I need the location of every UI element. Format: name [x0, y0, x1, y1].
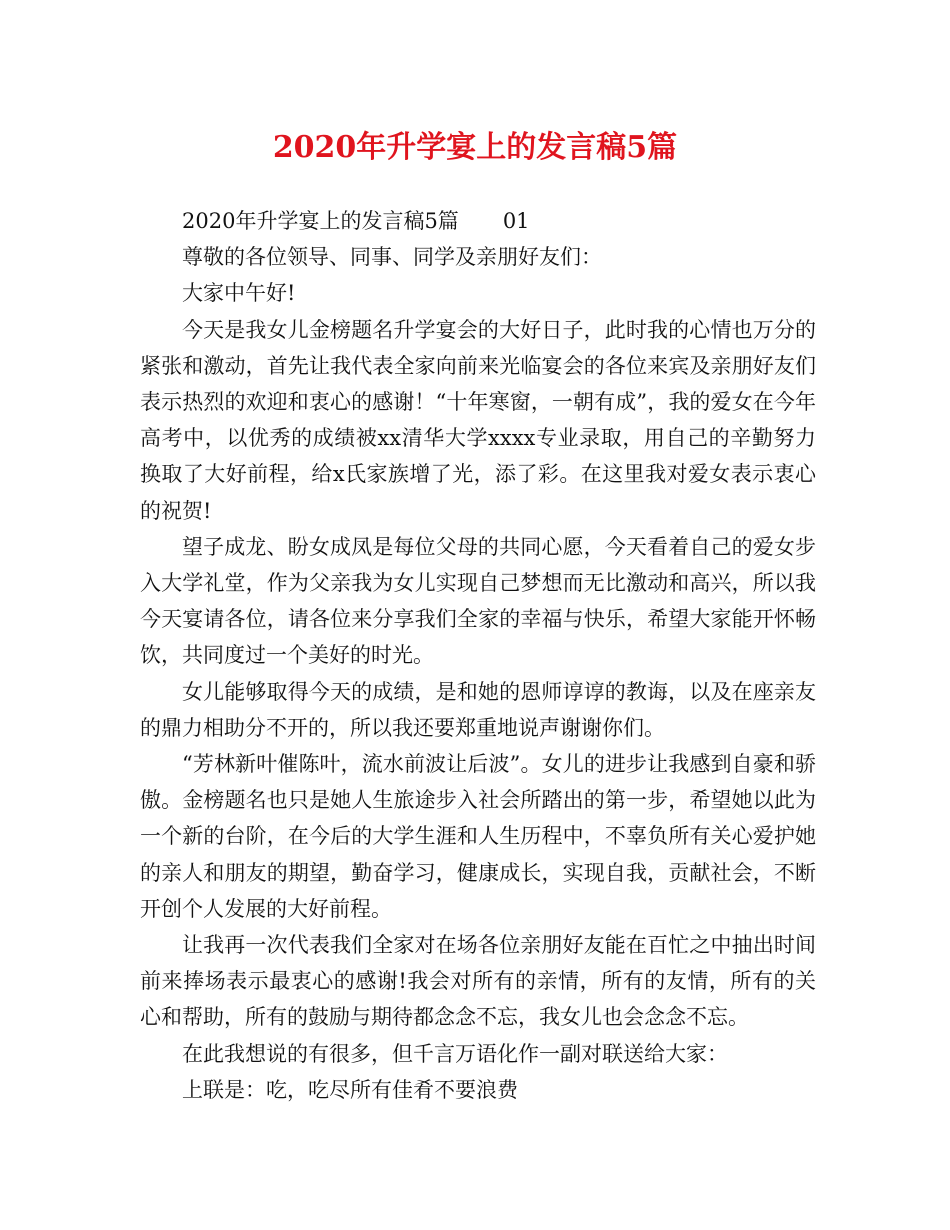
document-title: 2020年升学宴上的发言稿5篇 [272, 130, 678, 165]
paragraph: 今天是我女儿金榜题名升学宴会的大好日子，此时我的心情也万分的紧张和激动，首先让我代表全家向前来光临宴会的各位来宾及亲朋好友们表示热烈的欢迎和衷心的感谢！“十年寒窗，一朝有成”，我的爱女在今年高考中，以优秀的成绩被xx清华大学xxxx专业录取，用自己的辛勤努力换取了大好前程，给x氏家族增了光，添了彩。在这里我对爱女表示衷心的祝贺! [140, 317, 816, 523]
paragraph: 上联是：吃，吃尽所有佳肴不要浪费 [182, 1077, 518, 1102]
paragraph-salutation: 尊敬的各位领导、同事、同学及亲朋好友们： [182, 245, 602, 270]
paragraph: 在此我想说的有很多，但千言万语化作一副对联送给大家： [182, 1041, 728, 1066]
paragraph: 望子成龙、盼女成凤是每位父母的共同心愿，今天看着自己的爱女步入大学礼堂，作为父亲我为女儿实现自己梦想而无比激动和高兴，所以我今天宴请各位，请各位来分享我们全家的幸福与快乐，希望大家能开怀畅饮，共同度过一个美好的时光。 [140, 534, 816, 668]
paragraph-greeting: 大家中午好! [182, 281, 296, 306]
document-body [140, 203, 816, 1108]
paragraph: 女儿能够取得今天的成绩，是和她的恩师谆谆的教诲，以及在座亲友的鼎力相助分不开的，所以我还要郑重地说声谢谢你们。 [140, 679, 816, 740]
paragraph: 让我再一次代表我们全家对在场各位亲朋好友能在百忙之中抽出时间前来捧场表示最衷心的感谢!我会对所有的亲情，所有的友情，所有的关心和帮助，所有的鼓励与期待都念念不忘，我女儿也会念念不忘。 [140, 933, 816, 1030]
paragraph: “芳林新叶催陈叶，流水前波让后波”。女儿的进步让我感到自豪和骄傲。金榜题名也只是她人生旅途步入社会所踏出的第一步，希望她以此为一个新的台阶，在今后的大学生涯和人生历程中，不辜负所有关心爱护她的亲人和朋友的期望，勤奋学习，健康成长，实现自我，贡献社会，不断开创个人发展的大好前程。 [140, 752, 816, 921]
subtitle-text: 2020年升学宴上的发言稿5篇 [182, 209, 459, 233]
subtitle-line [140, 203, 816, 239]
subtitle-number: 01 [502, 209, 530, 233]
